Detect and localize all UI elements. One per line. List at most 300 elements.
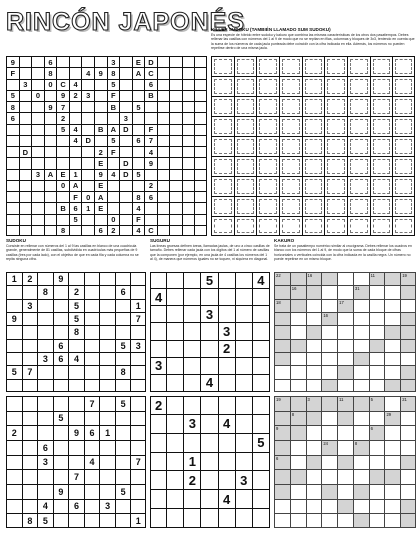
kakuro-clue: 19: [276, 397, 281, 402]
grid-cell: [182, 124, 195, 135]
grid-cell: [19, 56, 32, 67]
kakuro-cell: [337, 484, 353, 499]
grid-cell: [69, 56, 82, 67]
grid-cell: [115, 469, 131, 484]
kakuro-clue: 22: [276, 273, 281, 278]
grid-cell: 7: [144, 135, 157, 146]
killer-cell: [392, 156, 415, 176]
grid-cell: [99, 440, 115, 455]
kakuro-clue-cell: [400, 325, 416, 338]
kakuro-clue-cell: [274, 352, 290, 365]
kakuro-cell: [400, 299, 416, 312]
suguru-cell: [150, 490, 167, 509]
grid-cell: [22, 396, 38, 411]
grid-cell: 4: [132, 202, 145, 213]
sudoku-grid-2: [6, 396, 146, 528]
cage-outline: [214, 59, 232, 74]
grid-cell: 4: [132, 225, 145, 236]
suguru-cell: [219, 453, 236, 472]
kakuro-clue-cell: [274, 469, 290, 484]
cage-outline: [259, 179, 277, 194]
kakuro-cell: [369, 411, 385, 426]
cage-outline: [237, 79, 255, 94]
killer-cell: [302, 136, 325, 156]
suguru-cell: [253, 323, 270, 340]
kakuro-clue-cell: [400, 455, 416, 470]
grid-cell: 5: [107, 79, 120, 90]
killer-cell: [302, 56, 325, 76]
grid-cell: 3: [81, 90, 94, 101]
grid-cell: 6: [144, 79, 157, 90]
kakuro-clue-cell: [353, 396, 369, 411]
suguru-cell: [236, 323, 253, 340]
killer-cell: [279, 56, 302, 76]
suguru-cell: [236, 453, 253, 472]
killer-cell: [302, 116, 325, 136]
suguru-cell: 3: [184, 415, 201, 434]
suguru-cell: [253, 471, 270, 490]
grid-cell: 9: [53, 272, 69, 285]
suguru-cell: [219, 358, 236, 375]
grid-cell: [119, 146, 132, 157]
grid-cell: [22, 285, 38, 298]
grid-cell: 6: [132, 135, 145, 146]
cage-outline: [373, 219, 391, 233]
kakuro-clue-cell: [369, 425, 385, 440]
grid-cell: [31, 79, 44, 90]
grid-cell: [53, 325, 69, 338]
suguru-cell: [236, 434, 253, 453]
killer-cell: [279, 156, 302, 176]
grid-cell: [84, 299, 100, 312]
grid-cell: [19, 180, 32, 191]
suguru-cell: 3: [219, 323, 236, 340]
cage-outline: [373, 159, 391, 174]
grid-cell: [53, 285, 69, 298]
kakuro-cell: [369, 379, 385, 392]
kakuro-clue-cell: [337, 455, 353, 470]
kakuro-clue: 16: [291, 286, 297, 292]
grid-cell: [107, 202, 120, 213]
grid-cell: [6, 339, 22, 352]
cage-outline: [214, 139, 232, 154]
killer-cell: [211, 96, 234, 116]
grid-cell: [22, 312, 38, 325]
cage-outline: [214, 159, 232, 174]
grid-cell: 6: [94, 225, 107, 236]
grid-cell: A: [132, 67, 145, 78]
kakuro-clue-cell: [400, 312, 416, 325]
grid-cell: [22, 411, 38, 426]
grid-cell: 8: [37, 285, 53, 298]
grid-cell: 9: [53, 484, 69, 499]
kakuro-cell: [306, 365, 322, 378]
grid-cell: D: [144, 56, 157, 67]
grid-cell: [68, 484, 84, 499]
grid-cell: [31, 225, 44, 236]
suguru-cell: [167, 396, 184, 415]
grid-cell: [169, 214, 182, 225]
suguru-instructions: Las líneas gruesas definen áreas, llamadas jaulas, de uno a cinco casillas de tamaño. Debes rellenar cada jaula con los dígitos del 1 al número de casillas que la componen (por ejemplo, en una jaula de 4 casillas los números del 1 al 4), de manera que números iguales no se toquen, ni siquiera en diagonal.: [150, 244, 270, 261]
cage-outline: [373, 139, 391, 154]
kakuro-clue-cell: [353, 440, 369, 455]
cage-outline: [214, 79, 232, 94]
grid-cell: [6, 146, 19, 157]
grid-cell: [130, 440, 146, 455]
grid-cell: F: [69, 191, 82, 202]
suguru-cell: 4: [219, 490, 236, 509]
grid-cell: D: [119, 169, 132, 180]
grid-cell: [31, 56, 44, 67]
suguru-cell: [219, 272, 236, 289]
kakuro-cell: [337, 513, 353, 528]
grid-cell: 5: [56, 124, 69, 135]
grid-cell: [94, 112, 107, 123]
suguru-cell: 2: [219, 341, 236, 358]
grid-cell: [44, 124, 57, 135]
grid-cell: [132, 79, 145, 90]
kakuro-cell: [274, 513, 290, 528]
killer-cell: [279, 96, 302, 116]
grid-cell: [84, 272, 100, 285]
cage-outline: [395, 139, 412, 154]
suguru-cell: [167, 375, 184, 392]
kakuro-cell: [306, 379, 322, 392]
cage-outline: [305, 119, 323, 134]
cage-outline: [395, 59, 412, 74]
grid-cell: [31, 101, 44, 112]
killer-cell: [392, 136, 415, 156]
grid-cell: [182, 67, 195, 78]
cage-outline: [237, 119, 255, 134]
grid-cell: [169, 56, 182, 67]
kakuro-clue-cell: [400, 379, 416, 392]
grid-cell: D: [81, 135, 94, 146]
grid-cell: [53, 299, 69, 312]
grid-cell: 3: [22, 299, 38, 312]
grid-cell: B: [107, 101, 120, 112]
suguru-cell: [236, 509, 253, 528]
killer-cell: [324, 96, 347, 116]
grid-cell: [169, 157, 182, 168]
cage-outline: [282, 79, 300, 94]
cage-outline: [237, 199, 255, 214]
grid-cell: [56, 146, 69, 157]
grid-cell: [119, 180, 132, 191]
grid-cell: 5: [115, 484, 131, 499]
grid-cell: [6, 499, 22, 514]
killer-cell: [392, 196, 415, 216]
grid-cell: 3: [31, 169, 44, 180]
sudoku-instructions: Consiste en rellenar con números del 1 al 9 las casillas en blanco de una cuadrícula grande, generalmente de 81 casillas, subdividida en cuadrículas más pequeñas de 9 casillas (tres por cada lado), con el objetivo de que en cada fila y cada columna no se repita ninguna cifra.: [6, 244, 139, 261]
kakuro-clue: 16: [307, 273, 313, 278]
cage-outline: [395, 199, 412, 214]
grid-cell: [119, 101, 132, 112]
suguru-cell: [167, 434, 184, 453]
suguru-cell: [253, 415, 270, 434]
grid-cell: E: [94, 202, 107, 213]
grid-cell: F: [6, 67, 19, 78]
kakuro-clue-cell: [400, 272, 416, 285]
grid-cell: 8: [56, 225, 69, 236]
cage-outline: [350, 219, 368, 233]
suguru-cell: [184, 306, 201, 323]
suguru-cell: [184, 434, 201, 453]
cage-outline: [350, 179, 368, 194]
grid-cell: [115, 455, 131, 470]
grid-cell: [68, 396, 84, 411]
suguru-cell: 2: [150, 396, 167, 415]
suguru-cell: [167, 289, 184, 306]
suguru-cell: [236, 396, 253, 415]
grid-cell: [130, 396, 146, 411]
suguru-cell: [184, 341, 201, 358]
kakuro-clue-cell: [274, 425, 290, 440]
grid-cell: [6, 299, 22, 312]
grid-cell: [94, 90, 107, 101]
killer-cell: [256, 76, 279, 96]
grid-cell: [84, 513, 100, 528]
cage-outline: [282, 119, 300, 134]
cage-outline: [214, 119, 232, 134]
cage-outline: [305, 99, 323, 114]
kakuro-grid-1: [274, 272, 416, 392]
cage-outline: [237, 139, 255, 154]
grid-cell: [130, 484, 146, 499]
cage-outline: [395, 159, 412, 174]
kakuro-cell: [353, 379, 369, 392]
kakuro-cell: [369, 299, 385, 312]
grid-cell: 6: [84, 425, 100, 440]
grid-cell: [99, 455, 115, 470]
suguru-cell: [219, 509, 236, 528]
grid-cell: [94, 56, 107, 67]
kakuro-cell: [290, 484, 306, 499]
kakuro-clue: 3: [307, 397, 310, 402]
grid-cell: 2: [56, 112, 69, 123]
kakuro-clue-cell: [337, 365, 353, 378]
kakuro-cell: [384, 425, 400, 440]
killer-cell: [211, 156, 234, 176]
grid-cell: [169, 180, 182, 191]
killer-cell: [392, 56, 415, 76]
grid-cell: A: [44, 169, 57, 180]
grid-cell: 7: [130, 455, 146, 470]
grid-cell: [22, 425, 38, 440]
grid-cell: [44, 214, 57, 225]
grid-cell: [194, 191, 207, 202]
grid-cell: [130, 365, 146, 378]
grid-cell: 4: [81, 67, 94, 78]
killer-cell: [234, 156, 257, 176]
grid-cell: [84, 285, 100, 298]
killer-cell: [347, 96, 370, 116]
grid-cell: [132, 157, 145, 168]
suguru-cell: [219, 396, 236, 415]
grid-cell: [130, 285, 146, 298]
kakuro-cell: [353, 455, 369, 470]
grid-cell: [99, 365, 115, 378]
grid-cell: 8: [132, 191, 145, 202]
grid-cell: [157, 225, 170, 236]
kakuro-cell: [384, 499, 400, 514]
grid-cell: [84, 312, 100, 325]
kakuro-cell: [290, 352, 306, 365]
cage-outline: [373, 179, 391, 194]
cage-outline: [259, 99, 277, 114]
grid-cell: 2: [94, 146, 107, 157]
killer-cell: [370, 116, 393, 136]
cage-outline: [305, 79, 323, 94]
grid-cell: [99, 379, 115, 392]
suguru-cell: [253, 490, 270, 509]
grid-cell: E: [94, 180, 107, 191]
grid-cell: [19, 214, 32, 225]
grid-cell: [22, 379, 38, 392]
grid-cell: [182, 180, 195, 191]
suguru-cell: [167, 323, 184, 340]
cage-outline: [395, 179, 412, 194]
killer-cell: [234, 216, 257, 236]
grid-cell: [56, 214, 69, 225]
kakuro-cell: [369, 352, 385, 365]
grid-cell: [19, 191, 32, 202]
grid-cell: [31, 146, 44, 157]
kakuro-cell: [369, 325, 385, 338]
grid-cell: 6: [37, 440, 53, 455]
killer-cell: [234, 136, 257, 156]
killer-cell: [256, 176, 279, 196]
killer-cell: [347, 56, 370, 76]
kakuro-cell: [384, 455, 400, 470]
grid-cell: [6, 411, 22, 426]
grid-cell: [169, 67, 182, 78]
grid-cell: 9: [68, 425, 84, 440]
grid-cell: B: [144, 90, 157, 101]
grid-cell: [169, 169, 182, 180]
grid-cell: [44, 191, 57, 202]
kakuro-clue-cell: [290, 469, 306, 484]
grid-cell: [56, 56, 69, 67]
cage-outline: [282, 199, 300, 214]
suguru-cell: [253, 306, 270, 323]
kakuro-cell: [306, 312, 322, 325]
kakuro-cell: [337, 440, 353, 455]
grid-cell: 7: [130, 312, 146, 325]
cage-outline: [305, 179, 323, 194]
kakuro-cell: [353, 325, 369, 338]
cage-outline: [395, 79, 412, 94]
grid-cell: [22, 325, 38, 338]
kakuro-cell: [321, 411, 337, 426]
grid-cell: [99, 312, 115, 325]
suguru-cell: [167, 490, 184, 509]
kakuro-cell: [369, 365, 385, 378]
suguru-cell: 5: [253, 434, 270, 453]
grid-cell: 9: [6, 312, 22, 325]
grid-cell: 8: [68, 325, 84, 338]
grid-cell: [130, 469, 146, 484]
grid-cell: 3: [119, 112, 132, 123]
kakuro-clue-cell: [290, 411, 306, 426]
cage-outline: [327, 99, 345, 114]
grid-cell: [68, 365, 84, 378]
grid-cell: [94, 79, 107, 90]
kakuro-clue: 11: [339, 397, 344, 402]
kakuro-cell: [369, 312, 385, 325]
grid-cell: F: [132, 214, 145, 225]
grid-cell: [115, 499, 131, 514]
grid-cell: [119, 56, 132, 67]
grid-cell: 9: [56, 90, 69, 101]
kakuro-clue-cell: [290, 339, 306, 352]
kakuro-cell: [306, 299, 322, 312]
kakuro-instructions: Se trata de un pasatiempo numérico similar al crucigrama. Debes rellenar los cuadros en blanco con los números del 1 al 9, de modo que la suma de cada bloque de cifras horizontales o verticales coincida con la cifra indicada en la casilla negra. Un número no puede repetirse en un mismo bloque.: [274, 244, 412, 261]
killer-cell: [234, 176, 257, 196]
grid-cell: [182, 146, 195, 157]
kakuro-cell: [321, 285, 337, 298]
cage-outline: [259, 59, 277, 74]
grid-cell: [157, 214, 170, 225]
grid-cell: [19, 135, 32, 146]
grid-cell: 3: [99, 499, 115, 514]
grid-cell: 0: [107, 214, 120, 225]
grid-cell: [22, 352, 38, 365]
grid-cell: [69, 225, 82, 236]
killer-cell: [234, 56, 257, 76]
cage-outline: [327, 79, 345, 94]
killer-cell: [256, 116, 279, 136]
grid-cell: [144, 202, 157, 213]
grid-cell: [144, 169, 157, 180]
grid-cell: [53, 455, 69, 470]
grid-cell: [31, 180, 44, 191]
kakuro-clue-cell: [369, 339, 385, 352]
suguru-cell: [253, 341, 270, 358]
grid-cell: [194, 79, 207, 90]
cage-outline: [237, 99, 255, 114]
kakuro-clue-cell: [306, 272, 322, 285]
kakuro-clue-cell: [369, 272, 385, 285]
grid-cell: [68, 272, 84, 285]
suguru-cell: 4: [219, 415, 236, 434]
kakuro-clue: 24: [323, 441, 328, 446]
kakuro-clue-cell: [384, 379, 400, 392]
grid-cell: 7: [68, 469, 84, 484]
kakuro-cell: [384, 396, 400, 411]
suguru-cell: [219, 434, 236, 453]
grid-cell: [182, 225, 195, 236]
grid-cell: [157, 101, 170, 112]
grid-cell: [31, 157, 44, 168]
grid-cell: 5: [69, 214, 82, 225]
grid-cell: [194, 90, 207, 101]
suguru-cell: [167, 471, 184, 490]
kakuro-cell: [337, 325, 353, 338]
kakuro-clue-cell: [274, 484, 290, 499]
kakuro-cell: [384, 299, 400, 312]
grid-cell: F: [144, 124, 157, 135]
grid-cell: [81, 214, 94, 225]
grid-cell: [84, 379, 100, 392]
grid-cell: [107, 112, 120, 123]
suguru-cell: [150, 375, 167, 392]
grid-cell: [69, 146, 82, 157]
cage-outline: [282, 59, 300, 74]
grid-cell: [68, 440, 84, 455]
cage-outline: [350, 139, 368, 154]
grid-cell: [68, 411, 84, 426]
